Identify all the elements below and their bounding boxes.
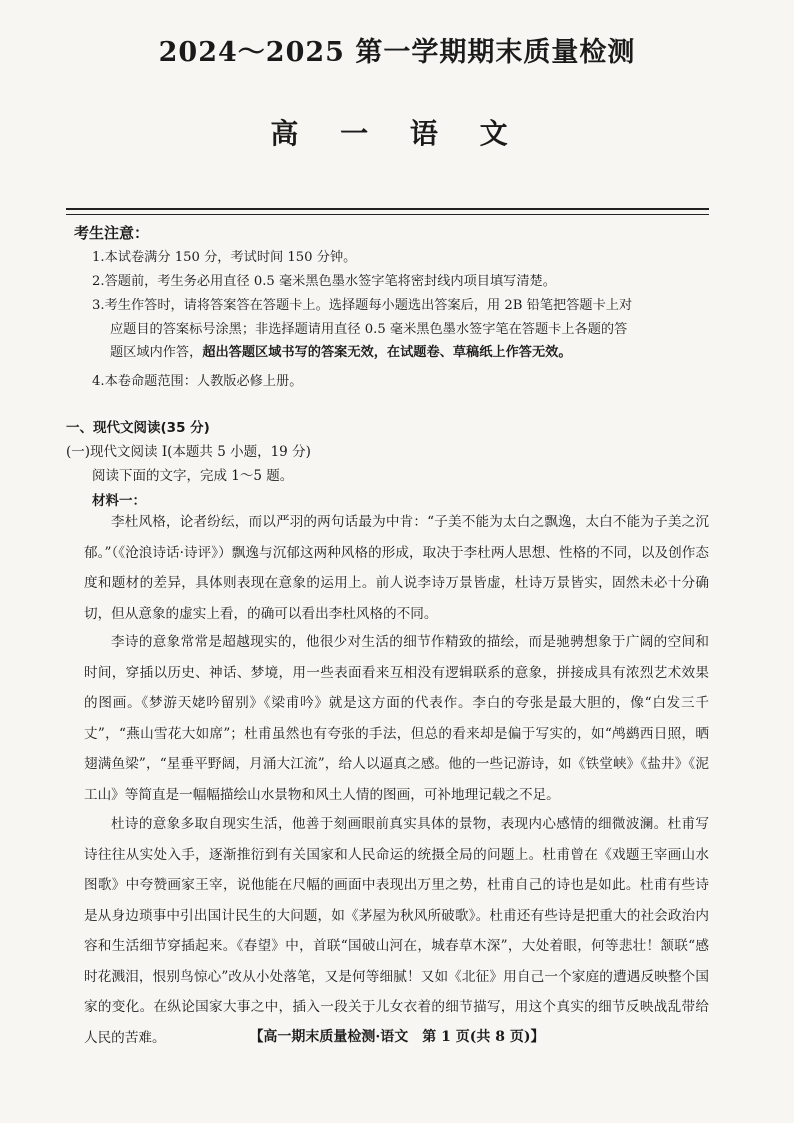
notice-item-1: 1.本试卷满分 150 分，考试时间 150 分钟。 xyxy=(92,250,357,265)
notice-item-3-cont: 应题目的答案标号涂黑；非选择题请用直径 0.5 毫米黑色墨水签字笔在答题卡上各题的答 xyxy=(110,322,628,337)
paragraph-1: 李杜风格，论者纷纭，而以严羽的两句话最为中肯：“子美不能为太白之飘逸，太白不能为子美之沉郁。”（《沧浪诗话·诗评》）飘逸与沉郁这两种风格的形成，取决于李杜两人思想、性格的不同，以及创作态度和题材的差异，具体则表现在意象的运用上。前人说李诗万景皆虚，杜诗万景皆实，固然未必十分确切，但从意象的虚实上看，的确可以看出李杜风格的不同。 xyxy=(84,514,709,622)
header-divider xyxy=(66,208,709,210)
material-label: 材料一： xyxy=(92,493,146,509)
notice-item-3-end xyxy=(110,341,572,360)
notice-item-2: 2.答题前，考生务必用直径 0.5 毫米黑色墨水签字笔将密封线内项目填写清楚。 xyxy=(92,274,556,289)
reading-instruction: 阅读下面的文字，完成 1～5 题。 xyxy=(92,468,294,484)
notice-item-4: 4.本卷命题范围：人教版必修上册。 xyxy=(92,374,303,389)
page-footer: 【高一期末质量检测·语文 第 1 页(共 8 页)】 xyxy=(249,1029,545,1045)
paragraph-2: 李诗的意象常常是超越现实的，他很少对生活的细节作精致的描绘，而是驰骋想象于广阔的空间和时间，穿插以历史、神话、梦境，用一些表面看来互相没有逻辑联系的意象，拼接成具有浓烈艺术效果的图画。《梦游天姥吟留别》《梁甫吟》就是这方面的代表作。李白的夸张是最大胆的，像“白发三千丈”，“燕山雪花大如席”；杜甫虽然也有夸张的手法，但总的看来却是偏于写实的，如“鸬鹚西日照，晒翅满鱼梁”，“星垂平野阔，月涌大江流”，给人以逼真之感。他的一些记游诗，如《铁堂峡》《盐井》《泥工山》等简直是一幅幅描绘山水景物和风土人情的图画，可补地理记载之不足。 xyxy=(84,634,709,803)
notice-item-3: 3.考生作答时，请将答案答在答题卡上。选择题每小题选出答案后，用 2B 铅笔把答题卡上对 xyxy=(92,298,633,313)
notice-heading: 考生注意： xyxy=(74,224,150,242)
notice-emphasis: 超出答题区域书写的答案无效，在试题卷、草稿纸上作答无效。 xyxy=(202,345,572,360)
paragraph-3: 杜诗的意象多取自现实生活，他善于刻画眼前真实具体的景物，表现内心感情的细微波澜。杜甫写诗往往从实处入手，逐渐推衍到有关国家和人民命运的统摄全局的问题上。杜甫曾在《戏题王宰画山水图歌》中夸赞画家王宰，说他能在尺幅的画面中表现出万里之势，杜甫自己的诗也是如此。杜甫有些诗是从身边琐事中引出国计民生的大问题，如《茅屋为秋风所破歌》。杜甫还有些诗是把重大的社会政治内容和生活细节穿插起来。《春望》中，首联“国破山河在，城春草木深”，大处着眼，何等悲壮！颔联“感时花溅泪，恨别鸟惊心”改从小处落笔，又是何等细腻！又如《北征》用自己一个家庭的遭遇反映整个国家的变化。在纵论国家大事之中，插入一段关于儿女衣着的细节描写，用这个真实的细节反映战乱带给人民的苦难。 xyxy=(84,816,709,1046)
section-heading: 一、现代文阅读(35 分) xyxy=(66,420,210,436)
header-divider-thin xyxy=(66,214,709,215)
subsection-heading: (一)现代文阅读 I(本题共 5 小题，19 分) xyxy=(66,444,311,460)
notice-item-3-tail: 题区域内作答， xyxy=(110,345,203,360)
subject-title: 高 一 语 文 xyxy=(270,117,524,150)
exam-title: 2024～2025 第一学期期末质量检测 xyxy=(158,37,636,68)
